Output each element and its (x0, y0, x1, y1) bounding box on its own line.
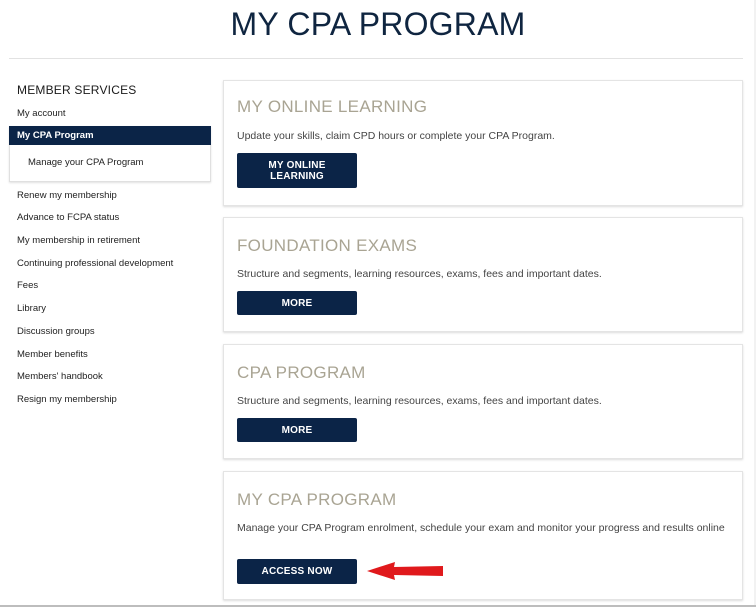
sidebar-item-advance-fcpa[interactable]: Advance to FCPA status (17, 212, 120, 224)
page-title: MY CPA PROGRAM (230, 6, 526, 42)
sidebar-item-discussion-groups[interactable]: Discussion groups (17, 325, 95, 337)
card-title: CPA PROGRAM (237, 363, 366, 382)
card-description: Update your skills, claim CPD hours or complete your CPA Program. (237, 130, 555, 142)
my-online-learning-button[interactable]: MY ONLINE LEARNING (237, 153, 357, 188)
sidebar-item-member-benefits[interactable]: Member benefits (17, 348, 88, 360)
sidebar-item-renew-membership[interactable]: Renew my membership (17, 189, 117, 201)
sidebar-active-group (9, 126, 211, 182)
sidebar-item-membership-retirement[interactable]: My membership in retirement (17, 235, 141, 247)
title-divider (9, 58, 743, 59)
card-foundation-exams (223, 217, 743, 332)
sidebar-item-my-account[interactable]: My account (17, 108, 66, 119)
sidebar-item-fees[interactable]: Fees (17, 280, 39, 292)
cpa-program-more-button[interactable]: MORE (237, 418, 357, 442)
sidebar-subitem-manage-cpa-program[interactable]: Manage your CPA Program (28, 156, 144, 168)
foundation-exams-more-button[interactable]: MORE (237, 291, 357, 315)
card-description: Structure and segments, learning resources, exams, fees and important dates. (237, 268, 602, 280)
card-title: FOUNDATION EXAMS (237, 236, 418, 255)
sidebar-item-cpd[interactable]: Continuing professional development (17, 257, 174, 269)
card-description: Structure and segments, learning resources, exams, fees and important dates. (237, 395, 602, 407)
card-title: MY CPA PROGRAM (237, 490, 397, 509)
sidebar-item-library[interactable]: Library (17, 303, 47, 315)
card-description: Manage your CPA Program enrolment, schedule your exam and monitor your progress and results online (237, 522, 725, 534)
sidebar-item-members-handbook[interactable]: Members' handbook (17, 371, 103, 383)
card-my-cpa-program (223, 471, 743, 600)
card-cpa-program (223, 344, 743, 459)
sidebar-nav (9, 82, 211, 412)
red-arrow-annotation-icon (367, 561, 445, 581)
card-title: MY ONLINE LEARNING (237, 97, 428, 116)
sidebar-heading: MEMBER SERVICES (17, 83, 137, 97)
sidebar-item-resign-membership[interactable]: Resign my membership (17, 393, 117, 405)
sidebar-item-my-cpa-program[interactable]: My CPA Program (9, 126, 211, 145)
card-online-learning (223, 80, 743, 206)
access-now-button[interactable]: ACCESS NOW (237, 559, 357, 584)
